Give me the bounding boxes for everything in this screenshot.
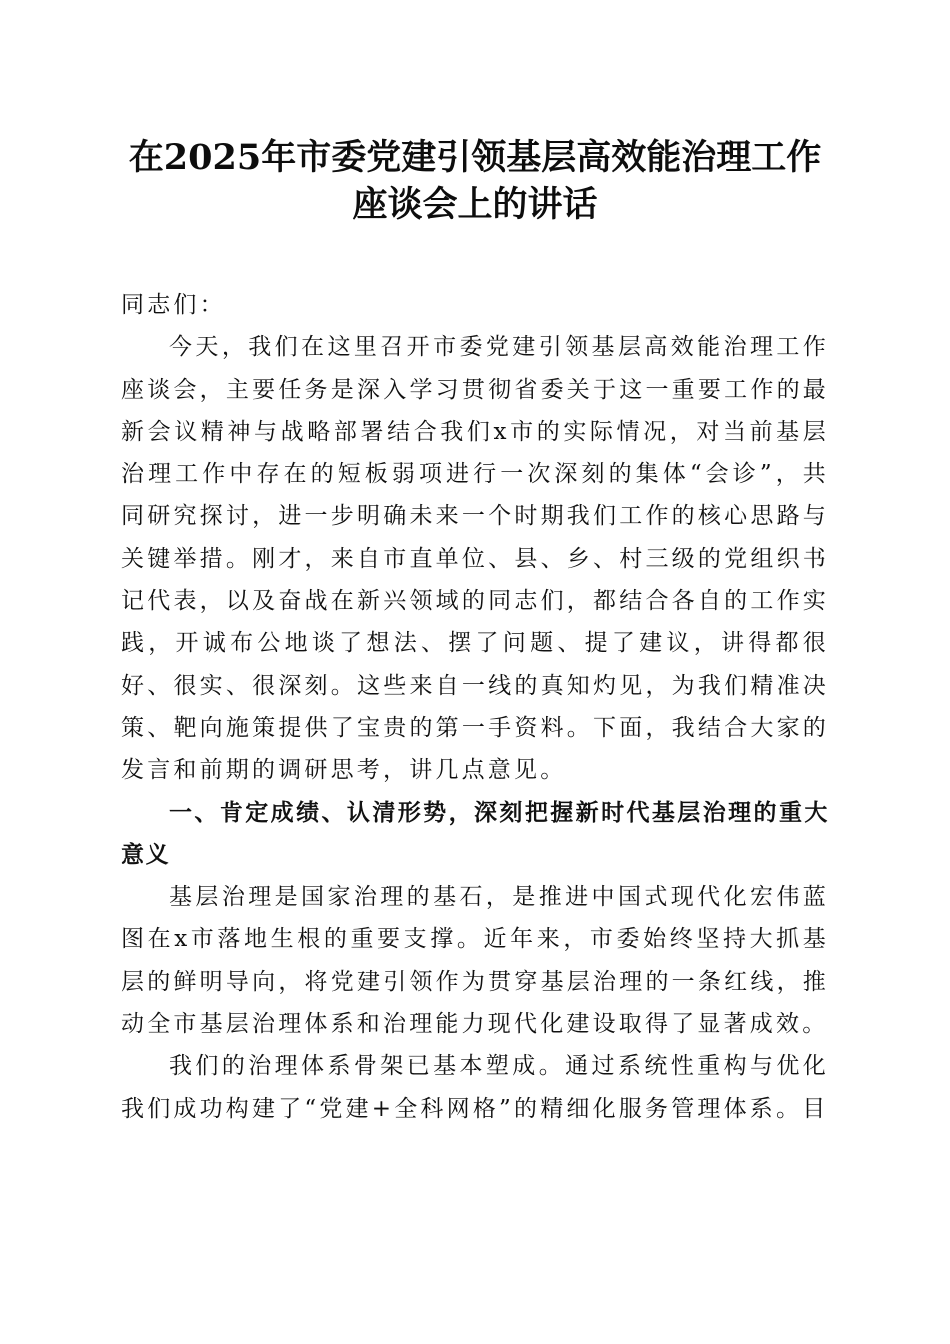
document-title bbox=[121, 134, 829, 228]
title-line-2: 座谈会上的讲话 bbox=[352, 184, 598, 225]
section-paragraph-1: 基层治理是国家治理的基石，是推进中国式现代化宏伟蓝图在x市落地生根的重要支撑。近年来，市委始终坚持大抓基层的鲜明导向，将党建引领作为贯穿基层治理的一条红线，推动全市基层治理体系和治理能力现代化建设取得了显著成效。 bbox=[121, 884, 829, 1038]
title-line-1: 在2025年市委党建引领基层高效能治理工作 bbox=[128, 137, 822, 178]
document-body bbox=[121, 284, 829, 1130]
salutation: 同志们： bbox=[121, 292, 226, 318]
opening-paragraph: 今天，我们在这里召开市委党建引领基层高效能治理工作座谈会，主要任务是深入学习贯彻省委关于这一重要工作的最新会议精神与战略部署结合我们x市的实际情况，对当前基层治理工作中存在的短板弱项进行一次深刻的集体“会诊”，共同研究探讨，进一步明确未来一个时期我们工作的核心思路与关键举措。刚才，来自市直单位、县、乡、村三级的党组织书记代表，以及奋战在新兴领域的同志们，都结合各自的工作实践，开诚布公地谈了想法、摆了问题、提了建议，讲得都很好、很实、很深刻。这些来自一线的真知灼见，为我们精准决策、靶向施策提供了宝贵的第一手资料。下面，我结合大家的发言和前期的调研思考，讲几点意见。 bbox=[121, 334, 829, 784]
section-paragraph-2: 我们的治理体系骨架已基本塑成。通过系统性重构与优化我们成功构建了“党建+全科网格”的精细化服务管理体系。目 bbox=[121, 1053, 829, 1122]
section-heading: 一、肯定成绩、认清形势，深刻把握新时代基层治理的重大意义 bbox=[121, 799, 829, 868]
